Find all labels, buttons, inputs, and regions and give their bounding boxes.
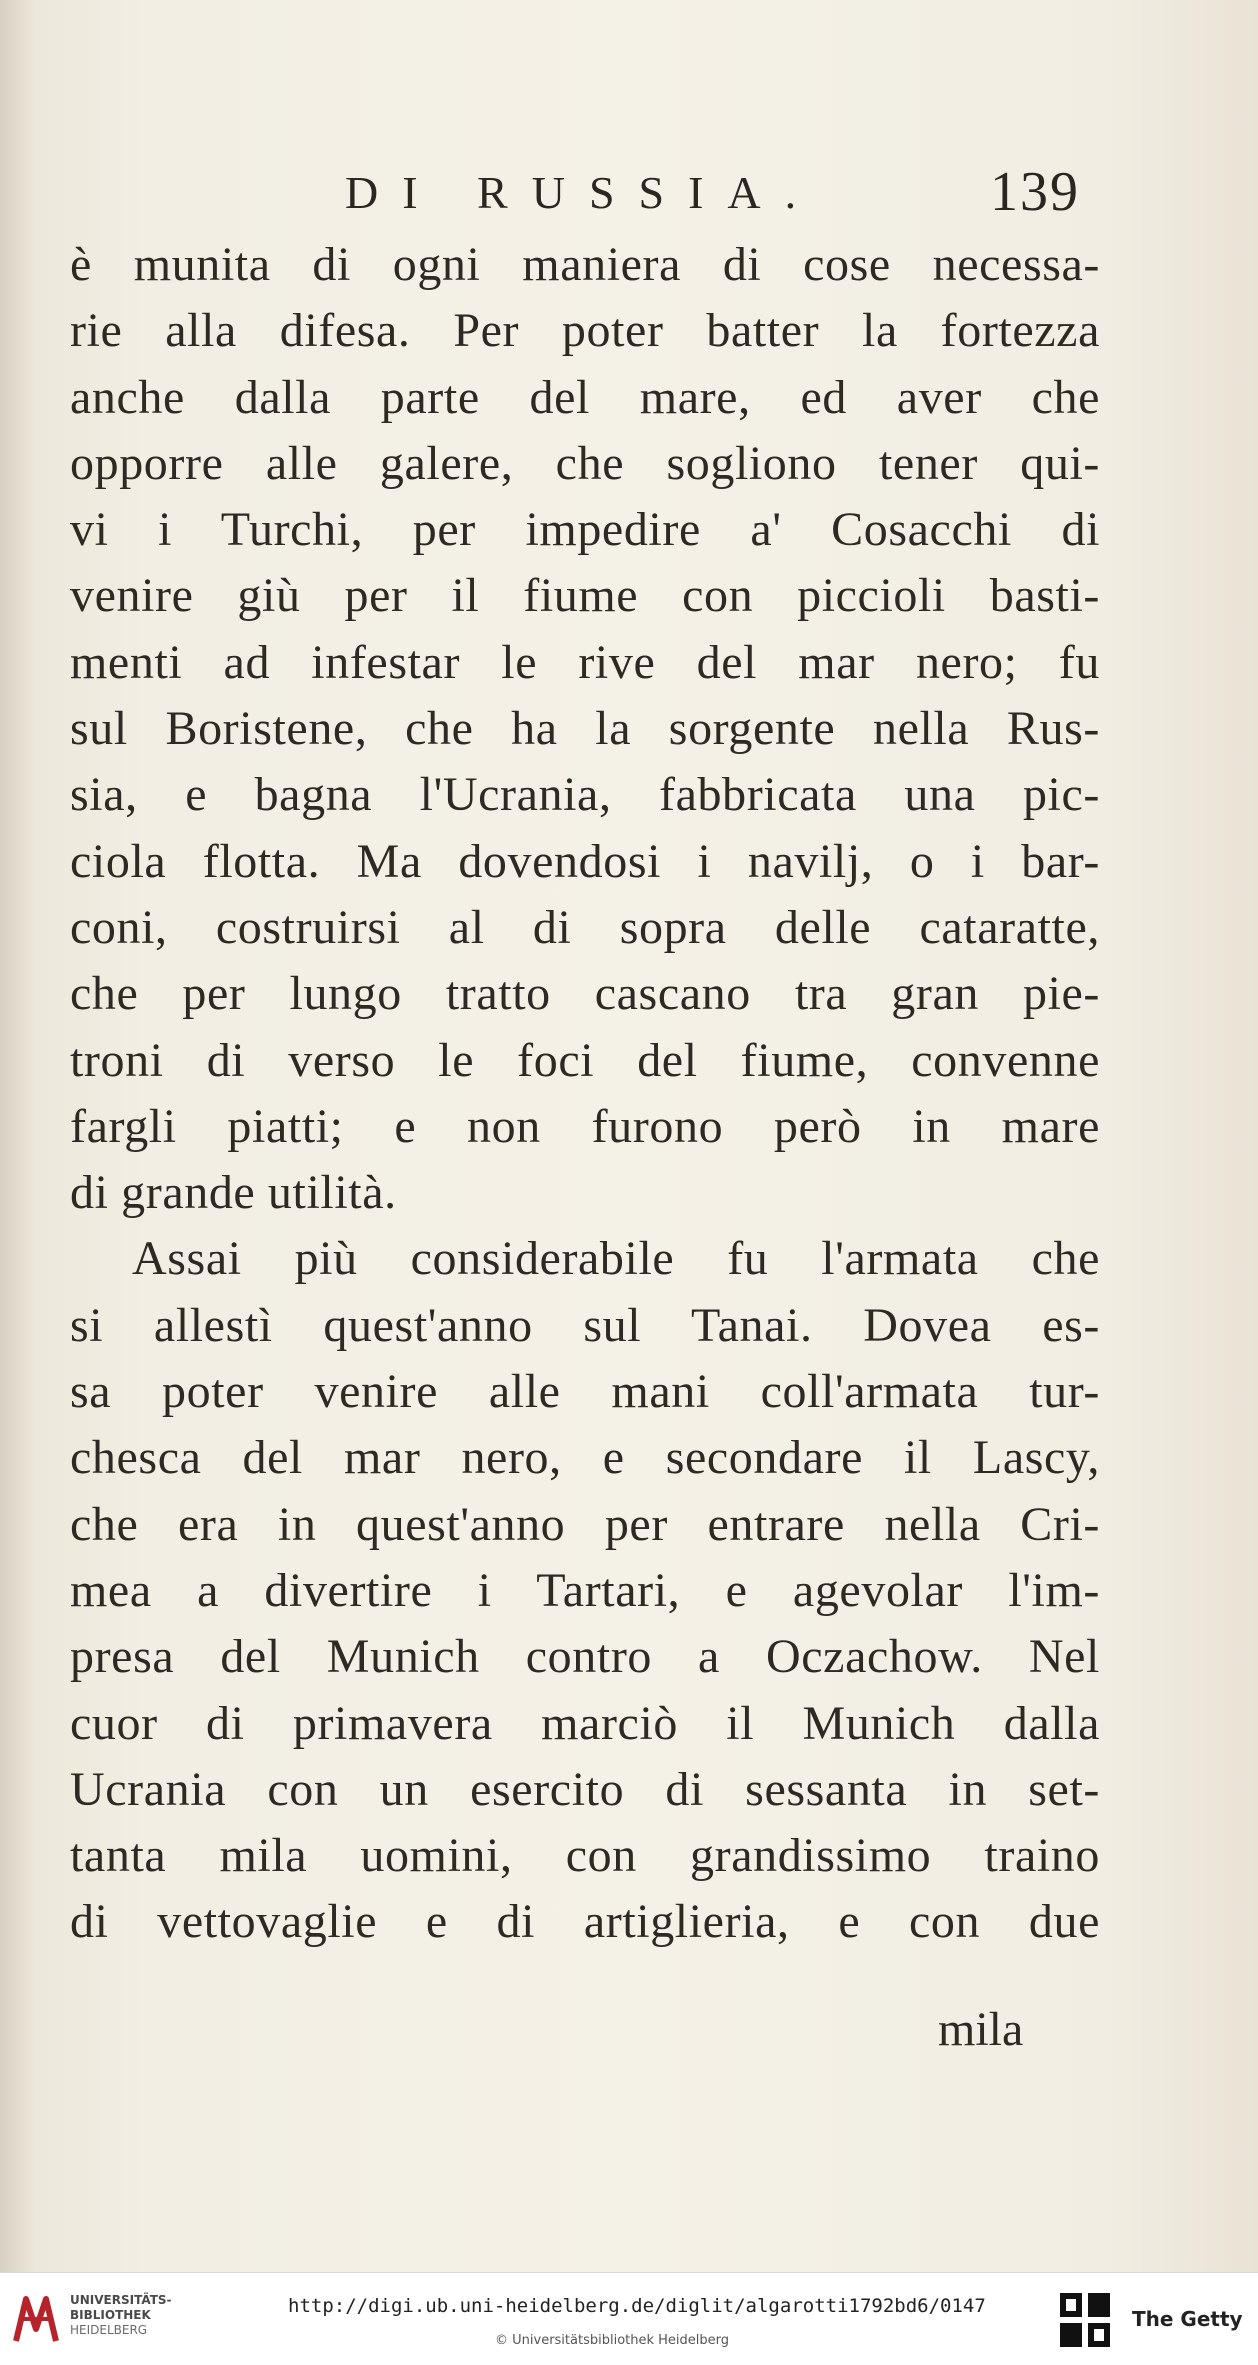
library-name-line: UNIVERSITÄTS-	[70, 2293, 172, 2307]
text-line: Assai più considerabile fu l'armata che	[132, 1232, 1100, 1286]
copyright-notice: © Universitätsbibliothek Heidelberg	[495, 2333, 730, 2348]
body-text	[70, 232, 1100, 1956]
text-line: rie alla difesa. Per poter batter la fortezza	[70, 304, 1100, 358]
text-line: vi i Turchi, per impedire a' Cosacchi di	[70, 503, 1100, 557]
text-line: coni, costruirsi al di sopra delle cataratte,	[70, 900, 1100, 954]
text-line: sia, e bagna l'Ucrania, fabbricata una pic-	[70, 768, 1100, 822]
text-line: tanta mila uomini, con grandissimo traino	[70, 1829, 1100, 1883]
viewer-footer	[0, 2272, 1258, 2365]
text-line: cuor di primavera marciò il Munich dalla	[70, 1696, 1100, 1750]
text-line: venire giù per il fiume con piccioli basti-	[70, 569, 1100, 623]
page-number: 139	[990, 161, 1080, 223]
text-line: anche dalla parte del mare, ed aver che	[70, 370, 1100, 424]
text-line: ciola flotta. Ma dovendosi i navilj, o i bar-	[70, 834, 1100, 888]
text-line: Ucrania con un esercito di sessanta in set-	[70, 1762, 1100, 1816]
catchword: mila	[938, 2003, 1024, 2056]
text-line: menti ad infestar le rive del mar nero; fu	[70, 635, 1100, 689]
running-title: DI RUSSIA.	[345, 167, 821, 218]
text-line: sa poter venire alle mani coll'armata tur-	[70, 1365, 1100, 1419]
university-library-logo-icon	[12, 2289, 60, 2349]
text-line: che era in quest'anno per entrare nella Cri-	[70, 1497, 1100, 1551]
text-line: che per lungo tratto cascano tra gran pie-	[70, 967, 1100, 1021]
page-header	[0, 160, 1258, 230]
library-name-line: HEIDELBERG	[70, 2323, 148, 2337]
text-line: di vettovaglie e di artiglieria, e con due	[70, 1895, 1100, 1949]
text-line: fargli piatti; e non furono però in mare	[70, 1099, 1100, 1153]
library-name-line: BIBLIOTHEK	[70, 2308, 151, 2322]
text-line: mea a divertire i Tartari, e agevolar l'im-	[70, 1563, 1100, 1617]
text-line: si allestì quest'anno sul Tanai. Dovea es-	[70, 1298, 1100, 1352]
partner-name: The Getty	[1132, 2307, 1243, 2331]
permalink-link[interactable]: http://digi.ub.uni-heidelberg.de/diglit/algarotti1792bd6/0147	[288, 2295, 986, 2317]
text-line: di grande utilità.	[70, 1166, 397, 1220]
getty-logo-icon	[1058, 2291, 1112, 2349]
text-line: opporre alle galere, che sogliono tener qui-	[70, 436, 1100, 490]
text-line: presa del Munich contro a Oczachow. Nel	[70, 1630, 1100, 1684]
text-line: troni di verso le foci del fiume, convenne	[70, 1033, 1100, 1087]
library-name	[70, 2293, 172, 2338]
text-line: è munita di ogni maniera di cose necessa-	[70, 238, 1100, 291]
text-line: chesca del mar nero, e secondare il Lascy,	[70, 1431, 1100, 1485]
text-line: sul Boristene, che ha la sorgente nella Rus-	[70, 702, 1100, 756]
